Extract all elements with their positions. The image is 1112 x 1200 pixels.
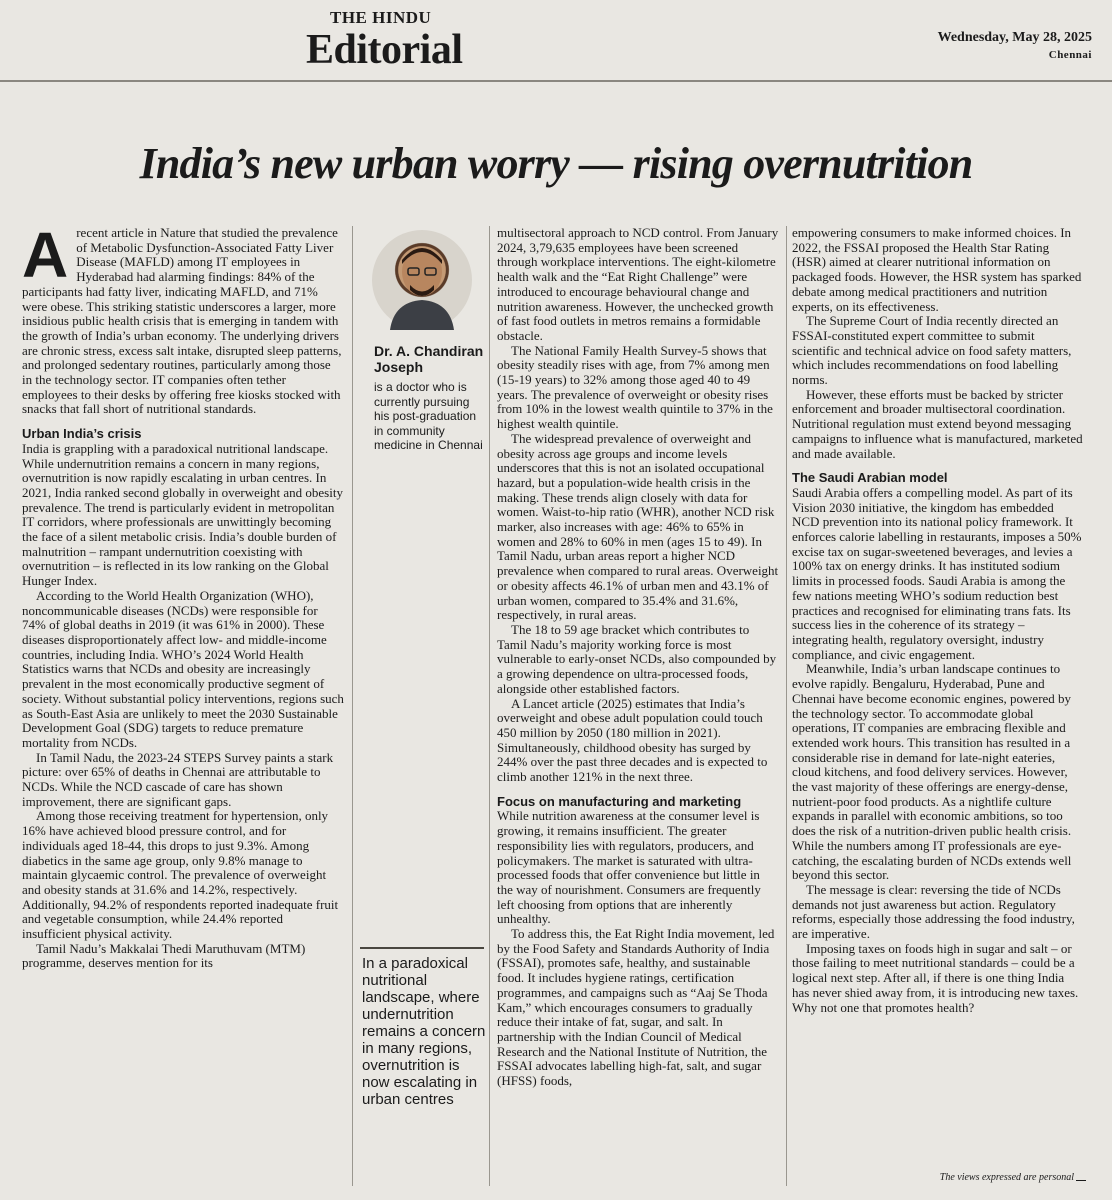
author-name: Dr. A. Chandiran Joseph bbox=[374, 343, 484, 375]
subheading: The Saudi Arabian model bbox=[792, 470, 948, 486]
paragraph: The widespread prevalence of overweight and obesity across age groups and income levels underscores that this is not an isolated occupational hazard, but a population-wide health crisis in the making. These trends align closely with data for women. Waist-to-hip ratio (WHR), another NCD risk marker, also increases with age: 46% to 65% in women and 28% to 60% in men (ages 15 to 49). In Tamil Nadu, urban areas report a higher NCD prevalence when compared to rural areas. Overweight or obesity affects 46.1% of urban men and 43.1% of urban women, compared to 35.4% and 31.6%, respectively, in rural areas. bbox=[497, 430, 779, 623]
pullquote-rule bbox=[360, 947, 484, 949]
paragraph: Saudi Arabia offers a compelling model. As part of its Vision 2030 initiative, the kingdom has embedded NCD prevention into its national policy framework. It enforces calorie labelling in restaurants, imposes a 50% excise tax on sugar-sweetened beverages, and levies a 100% tax on energy drinks. It has instituted sodium limits in processed foods. Saudi Arabia is among the few nations meeting WHO’s sodium reduction best practices and recognised for eliminating trans fats. Its success lies in the coherence of its strategy – integrating health, regulatory oversight, industry compliance, and civic engagement. bbox=[792, 484, 1082, 662]
author-portrait-icon bbox=[372, 230, 472, 330]
paragraph: Tamil Nadu’s Makkalai Thedi Maruthuvam (MTM) programme, deserves mention for its bbox=[22, 940, 306, 971]
article-column-1 bbox=[22, 219, 344, 971]
paragraph: The 18 to 59 age bracket which contributes to Tamil Nadu’s majority working force is most vulnerable to early-onset NCDs, also compounded by a growing dependence on ultra-processed foods, alongside other established factors. bbox=[497, 621, 777, 696]
paragraph: In Tamil Nadu, the 2023-24 STEPS Survey paints a stark picture: over 65% of deaths in Chennai are attributable to NCDs. While the NCD cascade of care has shown improvement, there are significant gaps. bbox=[22, 749, 334, 809]
column-divider bbox=[786, 226, 787, 1186]
paragraph: While nutrition awareness at the consumer level is growing, it remains insufficient. The greater responsibility lies with regulators, producers, and policymakers. The market is saturated with ultra-processed foods that offer convenience but little in the way of nourishment. Consumers are frequently left choosing from options that are inherently unhealthy. bbox=[497, 808, 761, 927]
paragraph: Meanwhile, India’s urban landscape continues to evolve rapidly. Bengaluru, Hyderabad, Pune and Chennai have become economic engines, powered by the technology sector. To accommodate global operations, IT companies are embracing flexible and extended work hours. This transition has resulted in a considerable rise in demand for late-night eateries, cloud kitchens, and food delivery services. However, the vast majority of these offerings are energy-dense, nutrient-poor food products. As a nightlife culture expands in parallel with economic ambitions, so too does the risk of a nutrition-driven public health crisis. While the numbers among IT professionals are eye-catching, the escalating burden of NCDs extends well beyond this sector. bbox=[792, 661, 1072, 883]
subheading: Focus on manufacturing and marketing bbox=[497, 793, 742, 809]
publication-date: Wednesday, May 28, 2025 bbox=[937, 30, 1092, 45]
end-mark bbox=[1076, 1180, 1086, 1181]
paragraph: Among those receiving treatment for hypertension, only 16% have achieved blood pressure control, and for individuals aged 18-44, this drops to just 9.3%. Among diabetics in the same age group, only 9.8% manage to maintain glycaemic control. The prevalence of overweight and obesity stands at 31.6% and 14.2%, respectively. Additionally, 94.2% of respondents reported inadequate fruit and vegetable consumption, while 24.4% reported insufficient physical activity. bbox=[22, 808, 339, 942]
paragraph: multisectoral approach to NCD control. From January 2024, 3,79,635 employees have been screened through workplace interventions. The eight-kilometre health walk and the “Eat Right Challenge” were introduced to encourage behavioural change and nutrition awareness. However, the unchecked growth of fast food outlets in metros remains a formidable obstacle. bbox=[497, 225, 779, 343]
paragraph: India is grappling with a paradoxical nutritional landscape. While undernutrition remains a concern in many regions, overnutrition is now rapidly escalating in urban centres. In 2021, India ranked second globally in overweight and obesity prevalence. The trend is particularly evident in metropolitan IT corridors, where professionals are unwittingly becoming the face of a silent metabolic crisis. India’s double burden of malnutrition – rampant undernutrition coexisting with overnutrition – is reflected in its low ranking on the Global Hunger Index. bbox=[22, 440, 343, 589]
paragraph: The National Family Health Survey-5 shows that obesity steadily rises with age, from 7% among men (15-19 years) to 32% among those aged 40 to 49 years. The prevalence of overweight or obesity rises from 10% in the lowest wealth quintile to 37% in the highest wealth quintile. bbox=[497, 342, 773, 432]
section-title: Editorial bbox=[306, 27, 463, 73]
subheading: Urban India’s crisis bbox=[22, 426, 142, 442]
drop-cap: A bbox=[22, 219, 69, 291]
paragraph: Imposing taxes on foods high in sugar and salt – or those failing to meet nutritional standards – could be a logical next step. After all, if there is one thing India has never shied away from, it is introducing new taxes. Why not one that promotes health? bbox=[792, 940, 1079, 1015]
column-divider bbox=[489, 226, 490, 1186]
edition-city: Chennai bbox=[1048, 49, 1092, 61]
paragraph: To address this, the Eat Right India movement, led by the Food Safety and Standards Authority of India (FSSAI), promotes safe, healthy, and sustainable food. It includes hygiene ratings, certification programmes, and campaigns such as “Aaj Se Thoda Kam,” which encourages consumers to gradually reduce their intake of fat, sugar, and salt. In partnership with the Indian Council of Medical Research and the National Institute of Nutrition, the FSSAI advocates labelling high-fat, salt, and sugar (HFSS) foods, bbox=[497, 926, 775, 1089]
paragraph: empowering consumers to make informed choices. In 2022, the FSSAI proposed the Health Star Rating (HSR) aimed at clearer nutritional information on packaged foods. However, the HSR system has sparked debate among medical practitioners and nutrition experts, on its effectiveness. bbox=[792, 225, 1082, 314]
author-photo bbox=[372, 230, 472, 330]
column-divider bbox=[352, 226, 353, 1186]
author-bio: is a doctor who is currently pursuing his post-graduation in community medicine in Chennai bbox=[374, 380, 483, 452]
pullquote: In a paradoxical nutritional landscape, where undernutrition remains a concern in many regions, overnutrition is now escalating in urban centres bbox=[362, 955, 486, 1108]
headline: India’s new urban worry — rising overnutrition bbox=[139, 139, 973, 188]
article-column-2 bbox=[497, 226, 779, 1089]
paragraph: recent article in Nature that studied the prevalence of Metabolic Dysfunction-Associated Fatty Liver Disease (MAFLD) among IT employees in Hyderabad had alarming findings: 84% of the participants had fatty liver, indicating MAFLD, and 71% were obese. This striking statistic underscores a larger, more insidious public health crisis that is emerging in tandem with the growth of India’s urban economy. The underlying drivers are chronic stress, excess salt intake, disrupted sleep patterns, and prolonged sedentary routines, particularly among those in the technology sector. IT companies often tether employees to their desks by offering free kiosks stocked with snacks that fall short of nutritional standards. bbox=[22, 225, 342, 417]
disclaimer: The views expressed are personal bbox=[939, 1172, 1074, 1183]
paragraph: The Supreme Court of India recently directed an FSSAI-constituted expert committee to submit scientific and technical advice on food safety matters, which includes recommendations on food labelling norms. bbox=[792, 313, 1072, 388]
paragraph: However, these efforts must be backed by stricter enforcement and broader multisectoral coordination. Nutritional regulation must extend beyond messaging campaigns to influence what is manufactured, marketed and made available. bbox=[792, 386, 1083, 461]
masthead-rule bbox=[0, 80, 1112, 82]
article-column-3 bbox=[792, 226, 1084, 1015]
paragraph: The message is clear: reversing the tide of NCDs demands not just awareness but action. Regulatory reforms, especially those addressing the food industry, are imperative. bbox=[792, 881, 1075, 942]
paragraph: A Lancet article (2025) estimates that India’s overweight and obese adult population could touch 450 million by 2050 (180 million in 2021). Simultaneously, childhood obesity has surged by 244% over the past three decades and is expected to climb another 121% in the next three. bbox=[497, 695, 768, 785]
newspaper-name: THE HINDU bbox=[330, 8, 432, 27]
paragraph: According to the World Health Organization (WHO), noncommunicable diseases (NCDs) were responsible for 74% of global deaths in 2019 (it was 61% in 2000). These diseases disproportionately affect low- and middle-income countries, including India. WHO’s 2024 World Health Statistics warns that NCDs and obesity are increasingly prevalent in the most economically productive segment of society. Without substantial policy interventions, regions such as South-East Asia are unlikely to meet the 2030 Sustainable Development Goal (SDG) targets to reduce premature mortality from NCDs. bbox=[22, 587, 344, 750]
